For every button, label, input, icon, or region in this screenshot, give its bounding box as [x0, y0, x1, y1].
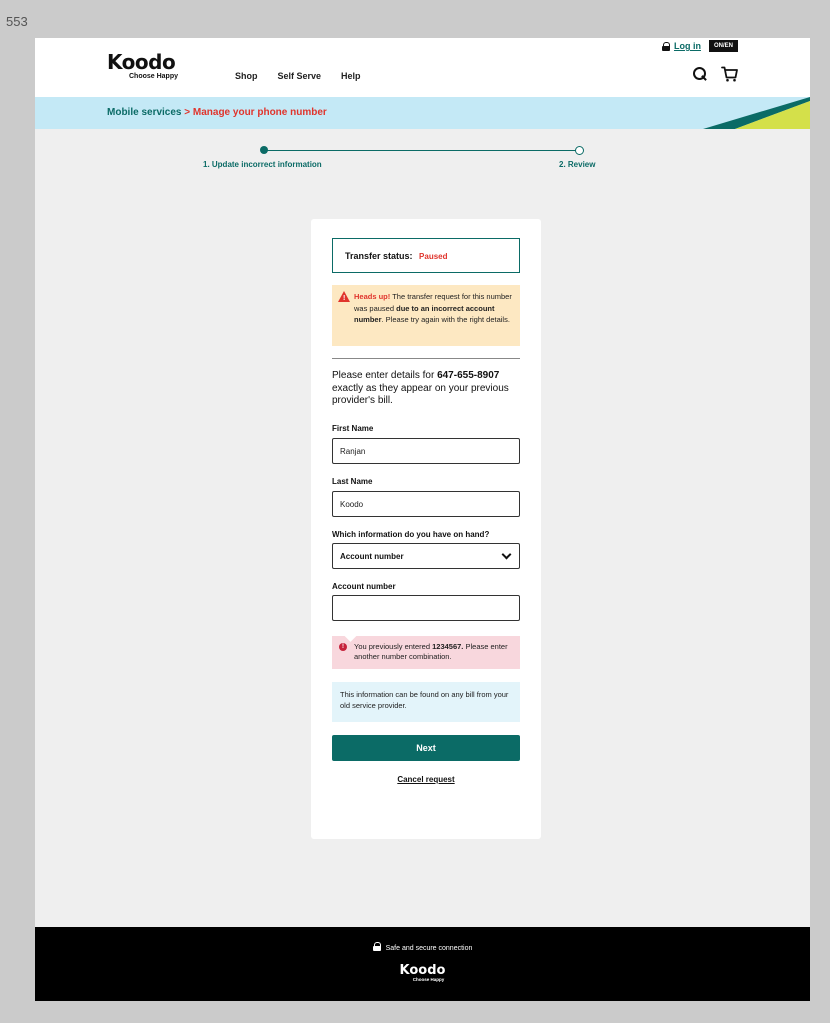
breadcrumb-separator: > [184, 107, 191, 118]
warning-text [354, 291, 514, 326]
phone-number: 647-655-8907 [437, 370, 500, 381]
lock-icon [373, 942, 381, 951]
main-nav [235, 71, 361, 81]
header-icons [693, 66, 738, 82]
transfer-status-box [332, 238, 520, 273]
next-button[interactable]: Next [332, 735, 520, 761]
cancel-request-link[interactable]: Cancel request [397, 775, 455, 784]
search-icon[interactable] [693, 67, 707, 81]
error-text-a: You previously entered [354, 642, 433, 651]
section-divider [332, 358, 520, 359]
last-name-field[interactable] [332, 491, 520, 517]
status-label: Transfer status: [345, 251, 413, 261]
warning-alert [332, 285, 520, 346]
step-1-dot [260, 146, 268, 154]
page [35, 38, 810, 1001]
login-link[interactable] [662, 41, 701, 51]
info-type-select[interactable] [332, 543, 520, 569]
error-pointer [344, 629, 357, 642]
account-number-field[interactable] [332, 595, 520, 621]
warning-icon: ! [338, 291, 350, 302]
lock-icon [662, 42, 670, 51]
first-name-label: First Name [332, 424, 374, 433]
login-label: Log in [673, 41, 701, 51]
form-card [311, 219, 541, 839]
info-note: This information can be found on any bill from your old service provider. [332, 682, 520, 722]
chevron-down-icon [502, 550, 512, 560]
language-toggle[interactable]: ON/EN [709, 40, 738, 52]
nav-help[interactable]: Help [341, 71, 361, 81]
last-name-label: Last Name [332, 477, 373, 486]
error-message [332, 636, 520, 669]
secure-text: Safe and secure connection [385, 945, 473, 952]
frame-label: 553 [6, 14, 28, 29]
error-entered-value: 1234567. [432, 642, 464, 651]
first-name-field[interactable] [332, 438, 520, 464]
cart-icon[interactable] [721, 66, 738, 82]
breadcrumb [35, 97, 810, 129]
warning-heading: Heads up! [354, 292, 391, 301]
error-icon: ! [339, 643, 347, 651]
account-number-label: Account number [332, 582, 396, 591]
step-2-dot [575, 146, 584, 155]
koodo-logo[interactable] [107, 52, 187, 80]
step-1-label: 1. Update incorrect information [203, 160, 322, 169]
warning-text-a: The transfer request for this number was paused [354, 292, 512, 313]
decorative-stripes [35, 97, 810, 129]
stepper-line [264, 150, 579, 151]
info-select-label: Which information do you have on hand? [332, 530, 490, 539]
breadcrumb-current: Manage your phone number [192, 107, 327, 118]
footer-logo-wordmark: Koodo [399, 963, 446, 978]
intro-text-b: exactly as they appear on your previous provider's bill. [332, 382, 509, 406]
breadcrumb-parent[interactable]: Mobile services [107, 107, 182, 118]
utility-bar [662, 40, 738, 52]
nav-self-serve[interactable]: Self Serve [277, 71, 322, 81]
footer-logo-tagline: Choose Happy [412, 977, 445, 982]
site-header [35, 38, 810, 97]
logo-wordmark: Koodo [107, 50, 176, 74]
footer-logo [35, 964, 810, 982]
nav-shop[interactable]: Shop [235, 71, 258, 81]
step-2-label: 2. Review [559, 160, 596, 169]
status-badge: Paused [419, 252, 448, 261]
warning-text-b: . Please try again with the right details. [381, 315, 510, 324]
error-text-b: Please enter another number combination. [354, 642, 508, 661]
site-footer [35, 927, 810, 1001]
warning-text-bold: due to an incorrect account number [354, 303, 495, 324]
logo-tagline: Choose Happy [129, 73, 179, 80]
secure-connection [35, 942, 810, 952]
intro-text-a: Please enter details for [332, 370, 438, 381]
intro-text [332, 370, 522, 408]
info-type-value: Account number [340, 552, 404, 561]
progress-stepper [35, 146, 810, 176]
